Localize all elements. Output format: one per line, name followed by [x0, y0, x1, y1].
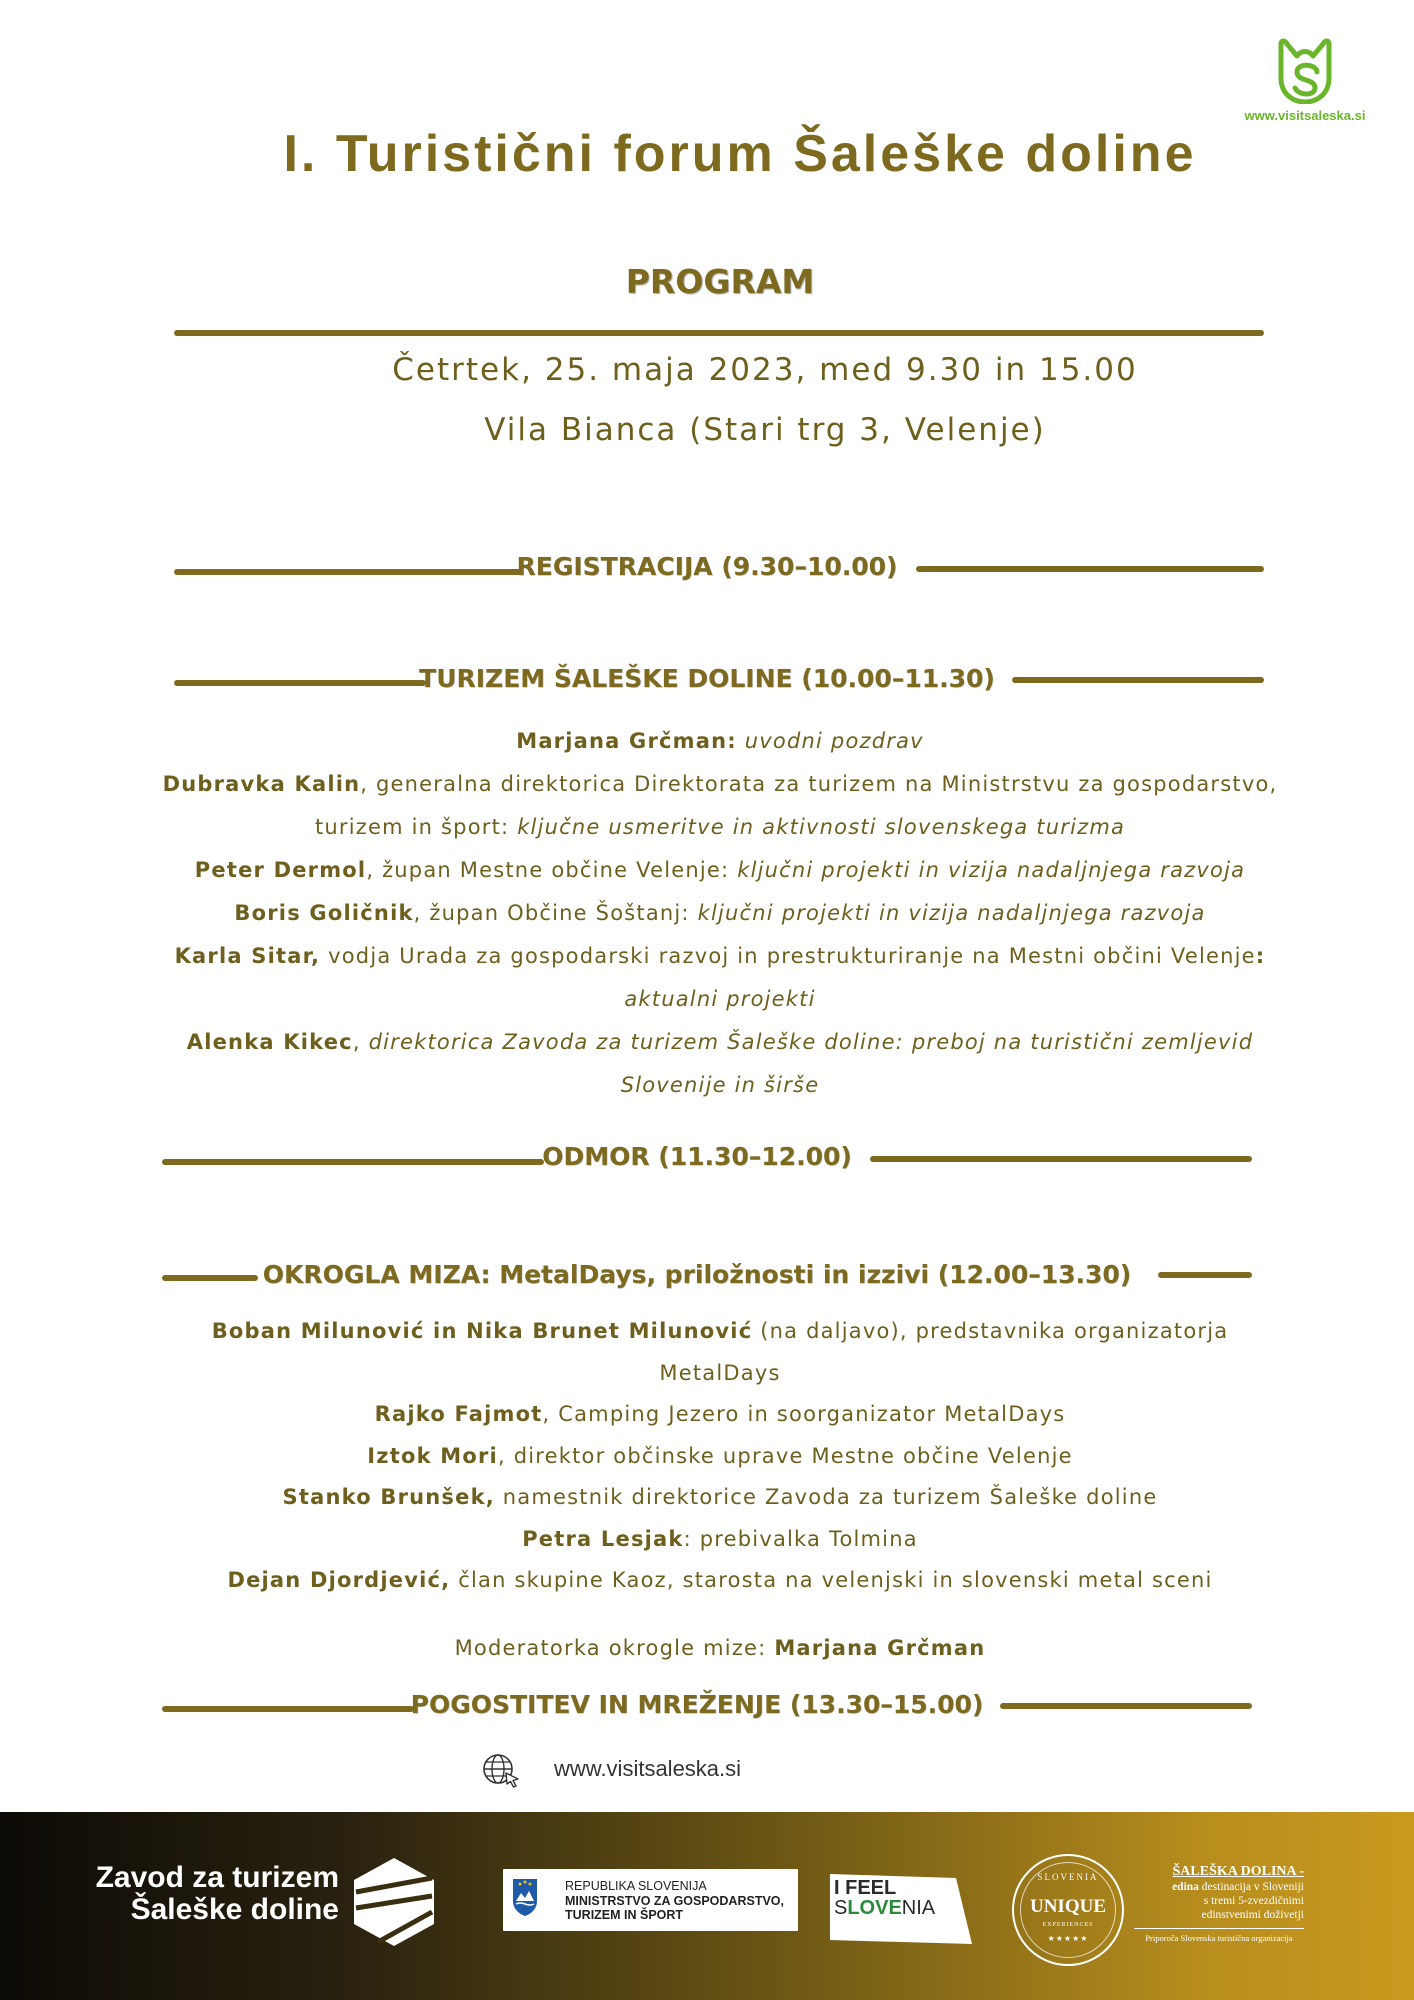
speaker-role: , župan Občine Šoštanj:	[413, 901, 698, 925]
tourism-speakers	[150, 720, 1290, 1107]
ifeel-line1: I FEEL	[834, 1877, 897, 1899]
roundtable-panelists	[150, 1311, 1290, 1602]
speaker-topic: aktualni projekti	[624, 987, 816, 1011]
zavod-hexagon-logo-icon	[348, 1856, 440, 1948]
section-roundtable	[0, 1260, 1414, 1300]
speaker-name: Marjana Grčman:	[516, 729, 737, 753]
speaker-item	[150, 720, 1290, 763]
saleska-l1: destinacija v Sloveniji	[1198, 1881, 1304, 1893]
visitsaleska-logo-icon	[1275, 38, 1335, 104]
speaker-role: vodja Urada za gospodarski razvoj in prestrukturiranje na Mestni občini Velenje	[320, 944, 1256, 968]
speaker-item	[150, 935, 1290, 1021]
coat-of-arms-icon	[511, 1877, 539, 1917]
speaker-topic: ključne usmeritve in aktivnosti slovenskega turizma	[517, 815, 1126, 839]
unique-top: SLOVENIA	[1037, 1872, 1099, 1882]
speaker-topic: direktorica Zavoda za turizem Šaleške doline: preboj na turistični zemljevid Slovenije in širše	[368, 1030, 1254, 1097]
section-label: POGOSTITEV IN MREŽENJE (13.30–15.00)	[410, 1690, 984, 1719]
page-title: I. Turistični forum Šaleške doline	[283, 125, 1197, 183]
panelist-item	[150, 1477, 1290, 1519]
ministry-logo	[503, 1869, 798, 1931]
saleska-divider	[1134, 1928, 1304, 1929]
program-divider	[174, 330, 1264, 336]
event-date: Četrtek, 25. maja 2023, med 9.30 in 15.00	[392, 352, 1138, 388]
panelist-name: Boban Milunović in Nika Brunet Milunović	[211, 1319, 753, 1343]
panelist-role: član skupine Kaoz, starosta na velenjski in slovenski metal sceni	[450, 1568, 1213, 1592]
speaker-role: , generalna direktorica Direktorata za turizem na Ministrstvu za gospodarstvo, turizem in šport:	[314, 772, 1278, 839]
speaker-colon: :	[1255, 944, 1266, 968]
section-label: TURIZEM ŠALEŠKE DOLINE (10.00–11.30)	[419, 664, 995, 693]
section-label: OKROGLA MIZA: MetalDays, priložnosti in izzivi (12.00–13.30)	[262, 1260, 1132, 1289]
zavod-line2: Šaleške doline	[130, 1893, 339, 1926]
panelist-role: : prebivalka Tolmina	[683, 1526, 918, 1551]
panelist-role: , Camping Jezero in soorganizator MetalDays	[542, 1402, 1066, 1426]
saleska-l1-bold: edina	[1172, 1881, 1199, 1893]
event-venue: Vila Bianca (Stari trg 3, Velenje)	[484, 412, 1046, 448]
program-heading: PROGRAM	[625, 262, 815, 301]
speaker-topic: ključni projekti in vizija nadaljnjega razvoja	[737, 858, 1246, 882]
panelist-item	[150, 1311, 1290, 1394]
ifeel-nia: NIA	[901, 1897, 936, 1919]
saleska-l2: s tremi 5-zvezdičnimi	[1203, 1895, 1304, 1907]
speaker-role: , župan Mestne občine Velenje:	[366, 858, 738, 882]
panelist-item	[150, 1560, 1290, 1602]
panelist-name: Stanko Brunšek,	[282, 1485, 495, 1509]
ifeel-love: LOVE	[847, 1897, 902, 1919]
panelist-role: namestnik direktorice Zavoda za turizem Šaleške doline	[494, 1485, 1158, 1509]
section-tourism	[0, 664, 1414, 704]
globe-cursor-icon	[482, 1752, 522, 1788]
speaker-item	[150, 1021, 1290, 1107]
moderator-name: Marjana Grčman	[774, 1636, 986, 1660]
panelist-item	[150, 1436, 1290, 1478]
saleska-foot: Priporoča Slovenska turistična organizacija	[1145, 1933, 1293, 1943]
saleska-l3: edinstvenimi doživetji	[1201, 1909, 1304, 1921]
ifeel-s: S	[834, 1897, 848, 1919]
saleska-claim	[1134, 1864, 1304, 1943]
speaker-name: Alenka Kikec	[186, 1030, 353, 1054]
panelist-role: , direktor občinske uprave Mestne občine Velenje	[497, 1443, 1073, 1468]
section-label: REGISTRACIJA (9.30–10.00)	[516, 552, 898, 581]
ministry-line1: REPUBLIKA SLOVENIJA	[565, 1879, 707, 1893]
panelist-item	[150, 1519, 1290, 1561]
logo-url[interactable]: www.visitsaleska.si	[1244, 108, 1366, 123]
panelist-name: Petra Lesjak	[522, 1526, 684, 1551]
speaker-name: Peter Dermol	[194, 858, 367, 882]
section-registration	[0, 552, 1414, 592]
speaker-item	[150, 892, 1290, 935]
speaker-topic: uvodni pozdrav	[744, 729, 924, 753]
unique-stars: ★★★★★	[1047, 1934, 1089, 1943]
panelist-name: Dejan Djordjević,	[227, 1568, 451, 1592]
panelist-item	[150, 1394, 1290, 1436]
saleska-heading: ŠALEŠKA DOLINA -	[1172, 1864, 1304, 1879]
zavod-line1: Zavod za turizem	[95, 1861, 339, 1894]
footer-bar	[0, 1812, 1414, 2000]
speaker-name: Boris Goličnik	[234, 901, 414, 925]
speaker-role: ,	[352, 1030, 369, 1054]
visitsaleska-logo	[1240, 38, 1370, 123]
unique-bot: EXPERIENCES	[1042, 1922, 1094, 1928]
ministry-line3: TURIZEM IN ŠPORT	[565, 1908, 684, 1922]
unique-experiences-badge	[1012, 1854, 1124, 1966]
unique-mid: UNIQUE	[1029, 1896, 1106, 1917]
panelist-name: Rajko Fajmot	[374, 1402, 543, 1426]
speaker-item	[150, 849, 1290, 892]
moderator-label: Moderatorka okrogle mize:	[454, 1636, 775, 1660]
panelist-role: (na daljavo), predstavnika organizatorja MetalDays	[659, 1319, 1229, 1385]
speaker-topic: ključni projekti in vizija nadaljnjega razvoja	[697, 901, 1206, 925]
section-label: ODMOR (11.30–12.00)	[542, 1142, 852, 1171]
zavod-name	[74, 1862, 339, 1926]
ministry-line2: MINISTRSTVO ZA GOSPODARSTVO,	[565, 1893, 784, 1908]
moderator-line	[150, 1627, 1290, 1670]
website-link[interactable]: www.visitsaleska.si	[554, 1756, 742, 1781]
section-networking	[0, 1690, 1414, 1730]
speaker-item	[150, 763, 1290, 849]
section-break	[0, 1142, 1414, 1182]
speaker-name: Dubravka Kalin	[162, 772, 361, 796]
speaker-name: Karla Sitar,	[174, 944, 321, 968]
panelist-name: Iztok Mori	[367, 1443, 498, 1468]
ifeel-slovenia-logo	[830, 1874, 972, 1944]
